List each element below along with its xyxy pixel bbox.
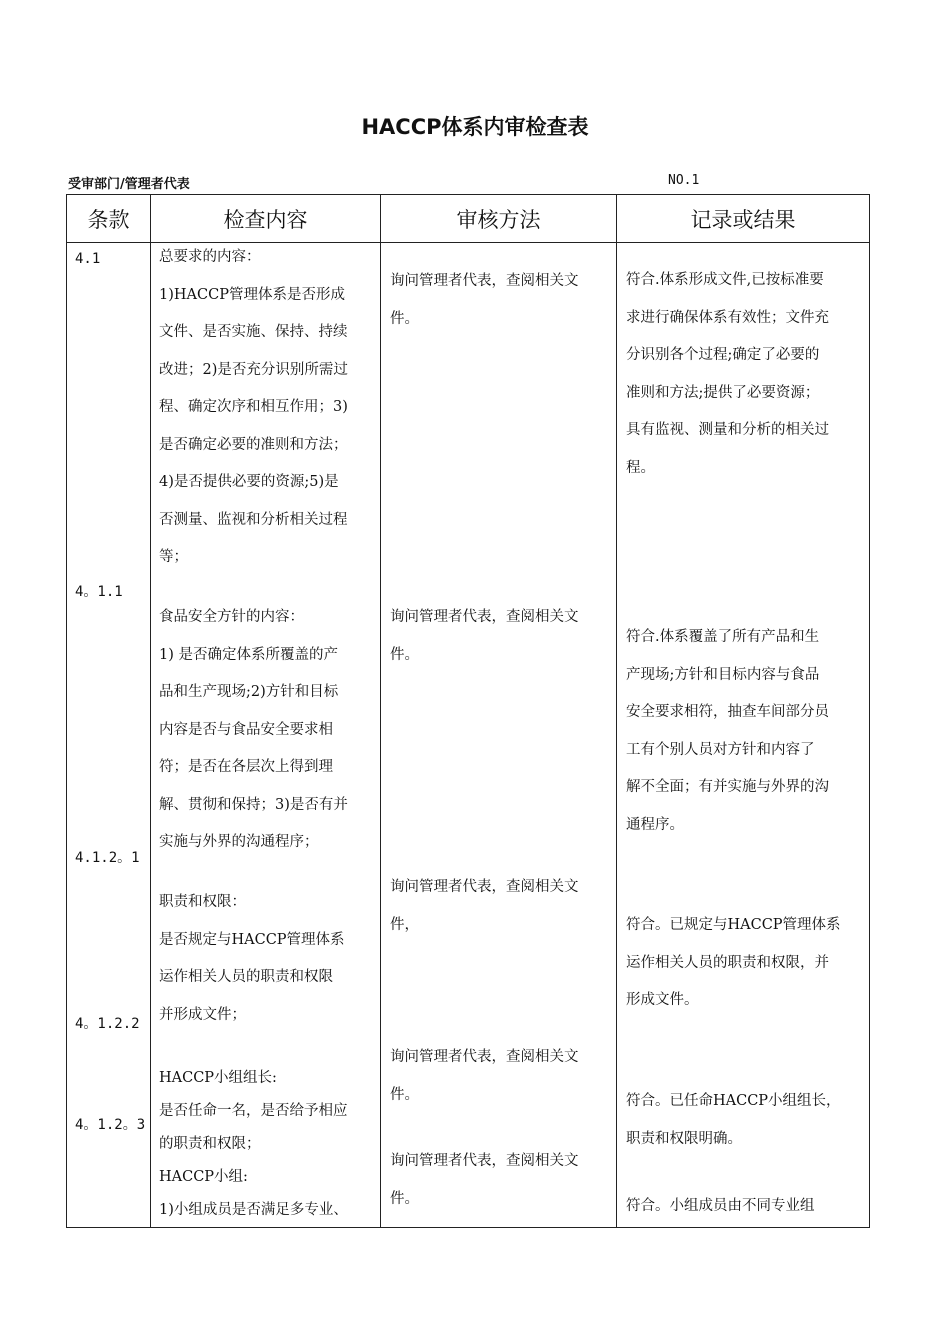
content-block: HACCP小组组长: 是否任命一名，是否给予相应 的职责和权限； HACCP小组: 1)小组成员是否满足多专业、 bbox=[159, 1070, 348, 1218]
result-block: 符合.体系覆盖了所有产品和生 产现场;方针和目标内容与食品 安全要求相符，抽查车间部分员 工有个别人员对方针和内容了 解不全面；有并实施与外界的沟 通程序。 bbox=[626, 629, 829, 833]
result-block: 符合。已规定与HACCP管理体系 运作相关人员的职责和权限，并 形成文件。 bbox=[626, 917, 841, 1008]
method-block: 询问管理者代表，查阅相关文 件， bbox=[390, 879, 579, 933]
department-label: 受审部门/管理者代表 bbox=[68, 177, 190, 192]
header-clause: 条款 bbox=[67, 195, 151, 243]
result-block: 符合。小组成员由不同专业组 bbox=[626, 1198, 815, 1214]
clause-number: 4.1 bbox=[75, 251, 101, 267]
clause-column bbox=[67, 243, 151, 1228]
header-content: 检查内容 bbox=[151, 195, 381, 243]
audit-checklist-table bbox=[66, 194, 870, 1228]
page-title: HACCP体系内审检查表 bbox=[361, 115, 589, 139]
method-block: 询问管理者代表，查阅相关文 件。 bbox=[390, 1049, 579, 1103]
method-block: 询问管理者代表，查阅相关文 件。 bbox=[390, 273, 579, 327]
content-block: 职责和权限： 是否规定与HACCP管理体系 运作相关人员的职责和权限 并形成文件； bbox=[159, 894, 345, 1023]
clause-number: 4.1.2。1 bbox=[75, 850, 140, 866]
method-column bbox=[381, 243, 617, 1228]
content-column bbox=[151, 243, 381, 1228]
result-column bbox=[617, 243, 870, 1228]
document-number: NO.1 bbox=[668, 173, 700, 188]
method-block: 询问管理者代表，查阅相关文 件。 bbox=[390, 609, 579, 663]
table-row bbox=[67, 243, 870, 1228]
result-block: 符合.体系形成文件,已按标准要 求进行确保体系有效性；文件充 分识别各个过程;确定了必要的 准则和方法;提供了必要资源； 具有监视、测量和分析的相关过 程。 bbox=[626, 272, 829, 476]
clause-number: 4。1.2。3 bbox=[75, 1117, 146, 1133]
content-block: 总要求的内容： 1)HACCP管理体系是否形成 文件、是否实施、保持、持续 改进；2)是否充分识别所需过 程、确定次序和相互作用；3) 是否确定必要的准则和方法； 4)是否提供必要的资源;5)是 否测量、监视和分析相关过程 等； bbox=[159, 249, 348, 565]
content-block: 食品安全方针的内容： 1) 是否确定体系所覆盖的产 品和生产现场;2)方针和目标 内容是否与食品安全要求相 符；是否在各层次上得到理 解、贯彻和保持；3)是否有并 实施与外界的沟通程序； bbox=[159, 609, 348, 850]
clause-number: 4。1.1 bbox=[75, 584, 123, 600]
header-method: 审核方法 bbox=[381, 195, 617, 243]
result-block: 符合。已任命HACCP小组组长， 职责和权限明确。 bbox=[626, 1093, 841, 1147]
table-header-row bbox=[67, 195, 870, 243]
header-result: 记录或结果 bbox=[617, 195, 870, 243]
method-block: 询问管理者代表，查阅相关文 件。 bbox=[390, 1153, 579, 1207]
clause-number: 4。1.2.2 bbox=[75, 1016, 140, 1032]
